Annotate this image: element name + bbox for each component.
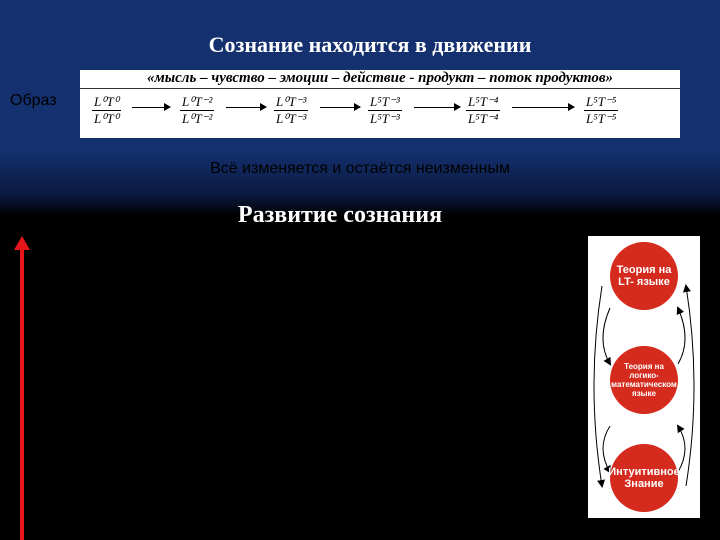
levels-diagram: [588, 236, 700, 518]
section-title: Развитие сознания: [237, 202, 443, 228]
arrow-right-icon: [512, 107, 574, 108]
fraction-3: [274, 94, 308, 127]
fraction-denominator: L⁰T⁰: [94, 111, 119, 126]
fraction-denominator: L⁵T⁻³: [370, 111, 400, 126]
fraction-5: [466, 94, 500, 127]
arrow-right-icon: [414, 107, 460, 108]
fraction-numerator: L⁰T⁻²: [182, 94, 213, 109]
level-ordinary-text: Обыденное сознание (интуитивное) – способность устанавливать связь на естественном языке.: [46, 487, 566, 523]
obraz-label: Образ: [10, 92, 57, 109]
levels-title: Уровни Сознания: [235, 322, 365, 339]
level-intellect-text: Рассудок - способность устанавливать связь на логико-математическом языке.: [46, 421, 513, 436]
definition-text: Развитие сознания – это способность устанавливать связь с высшим знанием посредством постижения и правильного применения закона сохранения развития жизни.: [52, 251, 558, 308]
circle-lt-theory: [610, 242, 678, 310]
fraction-denominator: L⁵T⁻⁵: [586, 111, 617, 126]
fraction-4: [368, 94, 402, 127]
fraction-1: [92, 94, 121, 127]
formula-heading: «мысль – чувство – эмоции – действие - продукт – поток продуктов»: [80, 70, 680, 89]
circle-math-theory: [610, 346, 678, 414]
fraction-numerator: L⁵T⁻⁴: [468, 94, 499, 109]
fraction-numerator: L⁵T⁻⁵: [586, 94, 617, 109]
level-reason-text: Разум - способность устанавливать связь на универсальном пространственно-временном LT-языке.: [46, 355, 566, 391]
circle-label: Теория на LT- языке: [616, 264, 672, 288]
slide-title: Сознание находится в движении: [208, 32, 532, 57]
arrow-up-icon: [20, 248, 24, 540]
fraction-numerator: L⁰T⁰: [94, 94, 119, 109]
circle-intuitive: [610, 444, 678, 512]
fraction-denominator: L⁰T⁻²: [182, 111, 213, 126]
fraction-6: [584, 94, 618, 127]
formula-box: [80, 70, 680, 138]
fraction-denominator: L⁵T⁻⁴: [468, 111, 499, 126]
arrow-right-icon: [320, 107, 360, 108]
fraction-2: [180, 94, 214, 127]
circle-label: Интуитивное Знание: [608, 466, 680, 490]
subtitle: Всё изменяется и остаётся неизменным: [210, 160, 510, 177]
circle-label: Теория на логико-математическом языке: [611, 362, 677, 398]
fraction-denominator: L⁰T⁻³: [276, 111, 307, 126]
fraction-numerator: L⁵T⁻³: [370, 94, 400, 109]
fraction-numerator: L⁰T⁻³: [276, 94, 307, 109]
arrow-right-icon: [226, 107, 266, 108]
arrow-right-icon: [132, 107, 170, 108]
